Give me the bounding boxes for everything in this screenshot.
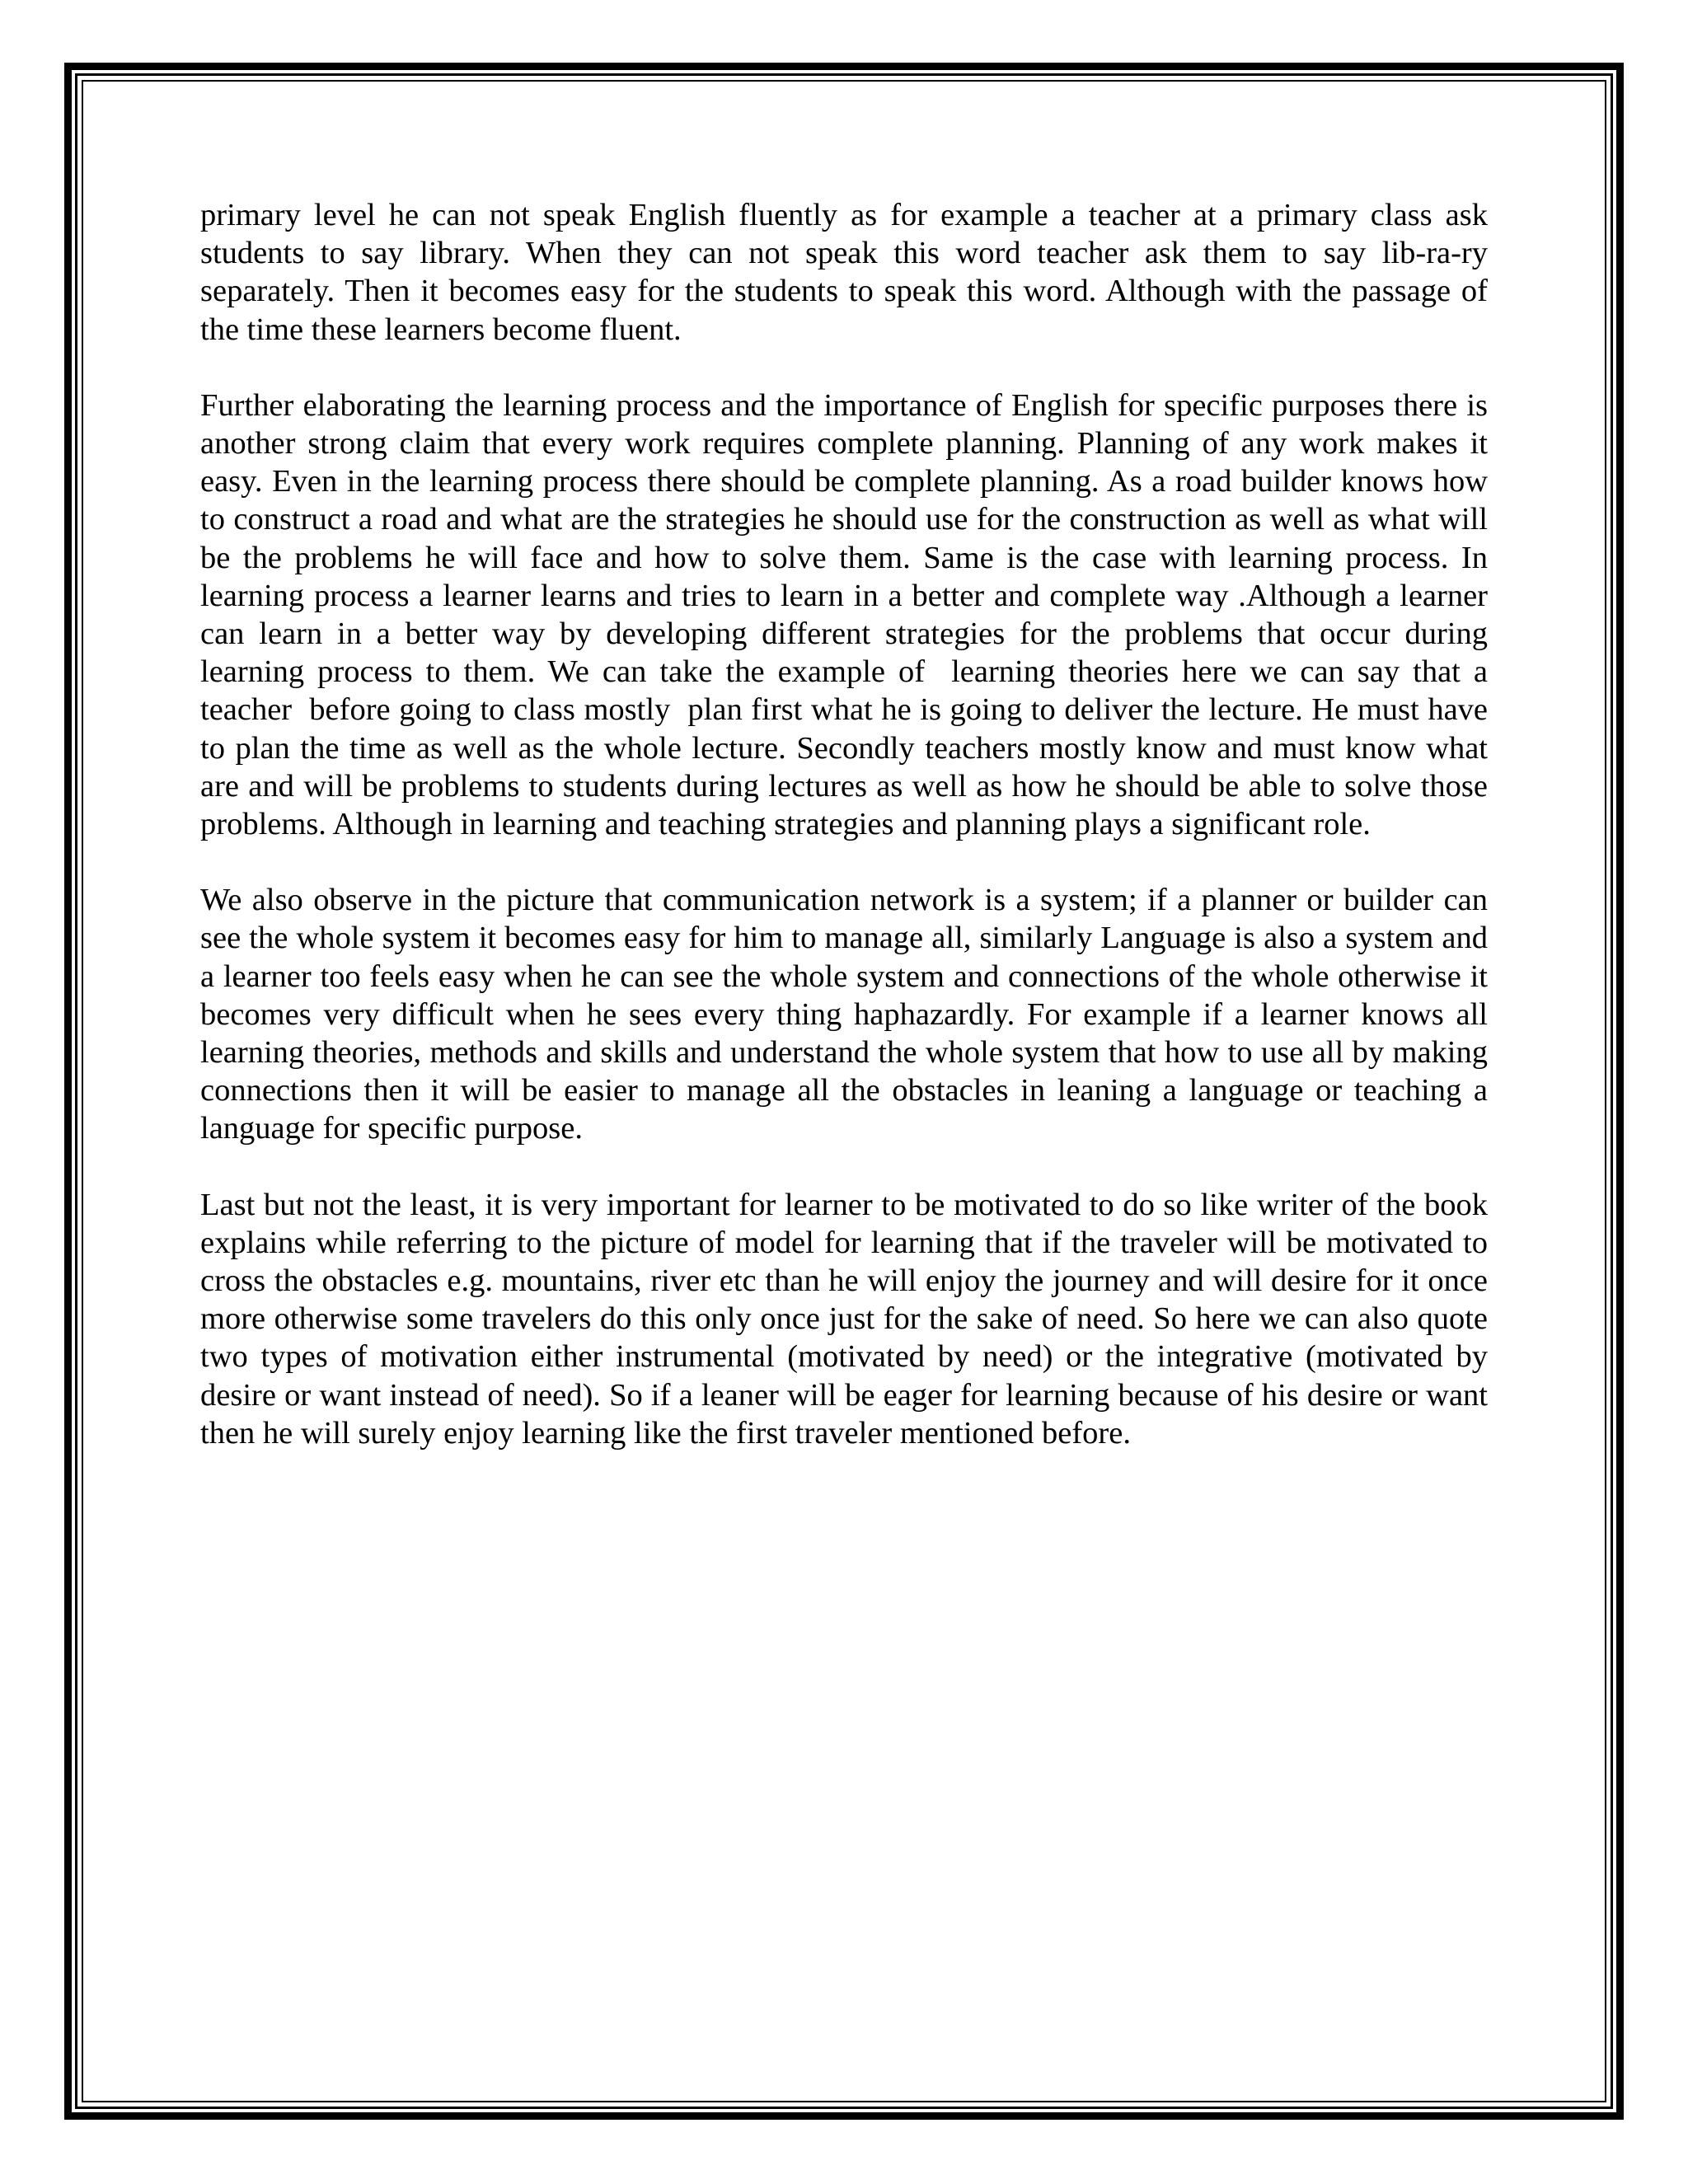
document-body	[200, 196, 1496, 1490]
paragraph-primary-level: primary level he can not speak English fluently as for example a teacher at a primary class ask students to say library. When they can not speak this word teacher ask them to say lib-ra-ry separately. Then it becomes easy for the students to speak this word. Although with the passage of the time these learners become fluent.	[200, 198, 1496, 347]
paragraph-motivation: Last but not the least, it is very important for learner to be motivated to do so like writer of the book explains while referring to the picture of model for learning that if the traveler will be motivated to cross the obstacles e.g. mountains, river etc than he will enjoy the journey and will desire for it once more otherwise some travelers do this only once just for the sake of need. So here we can also quote two types of motivation either instrumental (motivated by need) or the integrative (motivated by desire or want instead of need). So if a leaner will be eager for learning because of his desire or want then he will surely enjoy learning like the first traveler mentioned before.	[200, 1187, 1496, 1451]
paragraph-planning: Further elaborating the learning process and the importance of English for specific purposes there is another strong claim that every work requires complete planning. Planning of any work makes it easy. Even in the learning process there should be complete planning. As a road builder knows how to construct a road and what are the strategies he should use for the construction as well as what will be the problems he will face and how to solve them. Same is the case with learning process. In learning process a learner learns and tries to learn in a better and complete way .Although a learner can learn in a better way by developing different strategies for the problems that occur during learning process to them. We can take the example of learning theories here we can say that a teacher before going to class mostly plan first what he is going to deliver the lecture. He must have to plan the time as well as the whole lecture. Secondly teachers mostly know and must know what are and will be problems to students during lectures as well as how he should be able to solve those problems. Although in learning and teaching strategies and planning plays a significant role.	[200, 387, 1496, 842]
paragraph-system: We also observe in the picture that communication network is a system; if a planner or builder can see the whole system it becomes easy for him to manage all, similarly Language is also a system and a learner too feels easy when he can see the whole system and connections of the whole otherwise it becomes very difficult when he sees every thing haphazardly. For example if a learner knows all learning theories, methods and skills and understand the whole system that how to use all by making connections then it will be easier to manage all the obstacles in leaning a language or teaching a language for specific purpose.	[200, 883, 1496, 1146]
